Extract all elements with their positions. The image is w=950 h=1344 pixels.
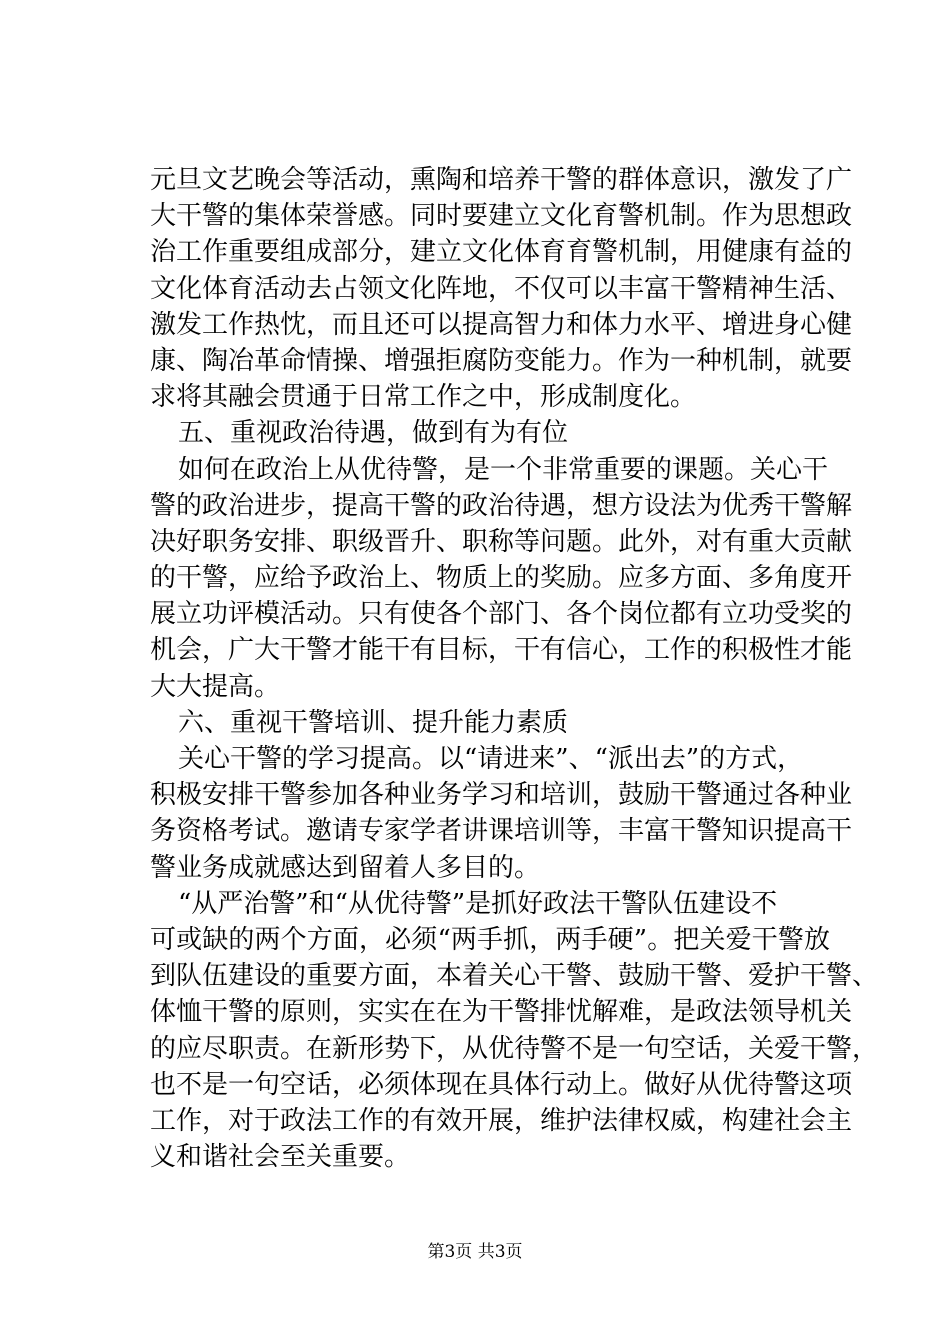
paragraph-line: 康、陶冶革命情操、增强拒腐防变能力。作为一种机制，就要: [150, 345, 853, 376]
paragraph-line: 也不是一句空话，必须体现在具体行动上。做好从优待警这项: [150, 1069, 853, 1100]
paragraph-line: 义和谐社会至关重要。: [150, 1142, 411, 1173]
paragraph-line: 文化体育活动去占领文化阵地，不仅可以丰富干警精神生活、: [150, 273, 853, 304]
section-heading: 五、重视政治待遇，做到有为有位: [178, 418, 569, 449]
paragraph-line: 的干警，应给予政治上、物质上的奖励。应多方面、多角度开: [150, 563, 853, 594]
paragraph-line: 大干警的集体荣誉感。同时要建立文化育警机制。作为思想政: [150, 201, 853, 232]
section-heading: 六、重视干警培训、提升能力素质: [178, 707, 569, 738]
paragraph-line: 的应尽职责。在新形势下，从优待警不是一句空话，关爱干警，: [150, 1033, 879, 1064]
paragraph-line: 警业务成就感达到留着人多目的。: [150, 852, 541, 883]
paragraph-line: 如何在政治上从优待警，是一个非常重要的课题。关心干: [178, 454, 829, 485]
paragraph-line: 积极安排干警参加各种业务学习和培训，鼓励干警通过各种业: [150, 780, 853, 811]
paragraph-line: 元旦文艺晚会等活动，熏陶和培养干警的群体意识，激发了广: [150, 165, 853, 195]
paragraph-line: 到队伍建设的重要方面，本着关心干警、鼓励干警、爱护干警、: [150, 961, 879, 992]
page-footer: 第3页 共3页: [427, 1242, 523, 1262]
paragraph-line: 大大提高。: [150, 671, 281, 702]
paragraph-line: 工作，对于政法工作的有效开展，维护法律权威，构建社会主: [150, 1105, 853, 1136]
document-body: [150, 162, 879, 1175]
paragraph-line: 机会，广大干警才能干有目标，干有信心，工作的积极性才能: [150, 635, 853, 666]
paragraph-line: 关心干警的学习提高。以“请进来”、“派出去”的方式，: [178, 744, 804, 774]
paragraph-line: 决好职务安排、职级晋升、职称等问题。此外，对有重大贡献: [150, 526, 853, 557]
paragraph-line: 警的政治进步，提高干警的政治待遇，想方设法为优秀干警解: [150, 490, 853, 521]
paragraph-line: 体恤干警的原则，实实在在为干警排忧解难，是政法领导机关: [150, 997, 853, 1028]
paragraph-line: 可或缺的两个方面，必须“两手抓，两手硬”。把关爱干警放: [150, 924, 830, 955]
paragraph-line: 务资格考试。邀请专家学者讲课培训等，丰富干警知识提高干: [150, 816, 853, 847]
paragraph-line: 求将其融会贯通于日常工作之中，形成制度化。: [150, 382, 697, 413]
paragraph-line: “从严治警”和“从优待警”是抓好政法干警队伍建设不: [178, 888, 778, 919]
paragraph-line: 激发工作热忱，而且还可以提高智力和体力水平、增进身心健: [150, 309, 853, 340]
paragraph-line: 展立功评模活动。只有使各个部门、各个岗位都有立功受奖的: [150, 599, 853, 630]
paragraph-line: 治工作重要组成部分，建立文化体育育警机制，用健康有益的: [150, 237, 853, 268]
